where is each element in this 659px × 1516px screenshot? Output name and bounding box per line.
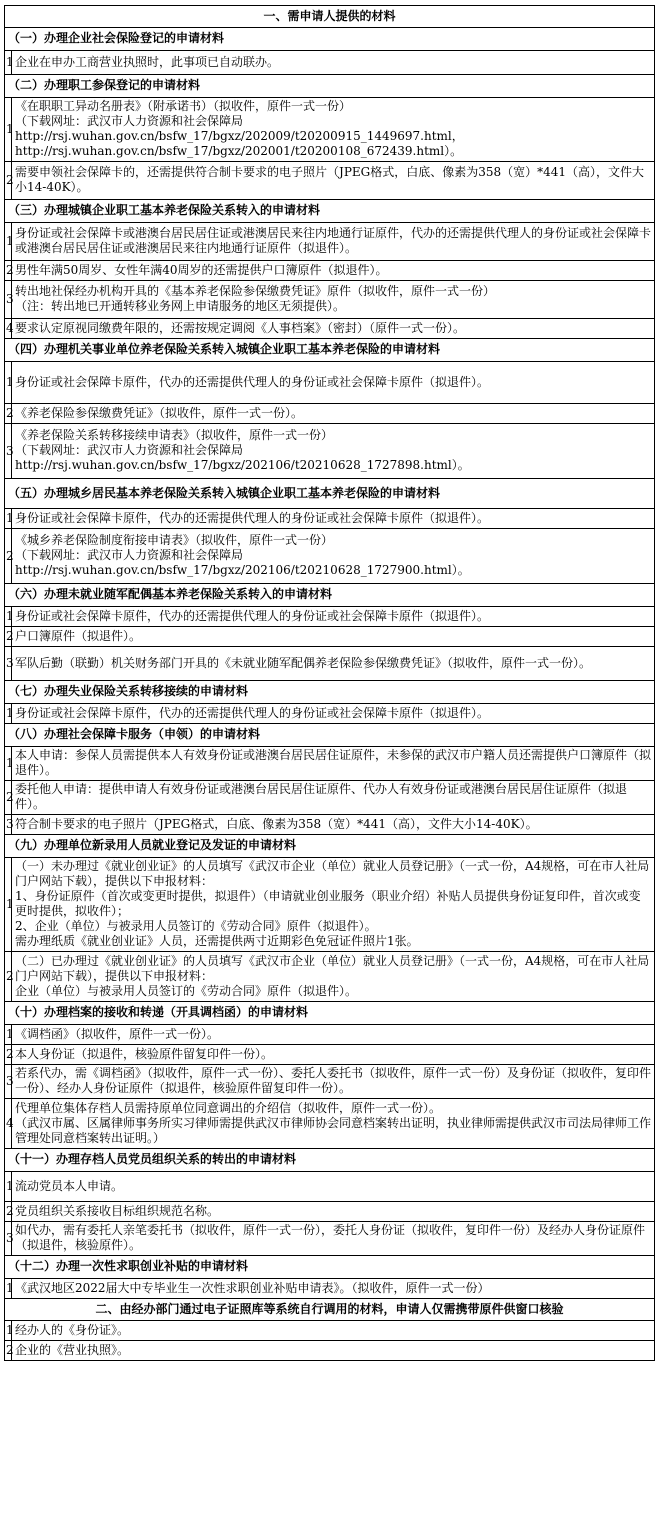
table-row xyxy=(5,747,655,781)
item-number: 1 xyxy=(5,1279,12,1299)
item-number: 1 xyxy=(5,98,12,162)
item-number: 3 xyxy=(5,815,12,835)
item-line: 企业在申办工商营业执照时，此事项已自动联办。 xyxy=(15,54,280,69)
item-number: 1 xyxy=(5,704,12,724)
item-content xyxy=(12,509,655,529)
item-line: 《在职职工异动名册表》（附承诺书）（拟收件，原件一式一份） xyxy=(15,99,352,113)
table-row xyxy=(5,223,655,261)
item-content xyxy=(12,1045,655,1065)
item-content xyxy=(12,281,655,319)
section-title-row xyxy=(5,681,655,704)
item-line: 1、身份证原件（首次或变更时提供，拟退件）（申请就业创业服务（职业介绍）补贴人员提供身份证复印件，首次或变更时提供，拟收件）； xyxy=(15,889,641,918)
item-number: 3 xyxy=(5,1222,12,1256)
item-line: http://rsj.wuhan.gov.cn/bsfw_17/bgxz/202001/t20200108_672439.html）。 xyxy=(15,144,463,158)
item-number: 2 xyxy=(5,1341,12,1361)
table-row xyxy=(5,952,655,1002)
section-title-row xyxy=(5,584,655,607)
section-title-row xyxy=(5,1002,655,1025)
item-content xyxy=(12,529,655,584)
table-row xyxy=(5,424,655,479)
item-content xyxy=(12,362,655,404)
item-line: 需要申领社会保障卡的，还需提供符合制卡要求的电子照片（JPEG格式，白底、像素为358（宽）*441（高），文件大小14-40K）。 xyxy=(15,165,645,194)
item-line: 本人身份证（拟退件，核验原件留复印件一份）。 xyxy=(15,1046,274,1061)
table-row xyxy=(5,781,655,815)
item-number: 1 xyxy=(5,747,12,781)
item-number: 2 xyxy=(5,1045,12,1065)
item-number: 3 xyxy=(5,647,12,681)
item-number: 1 xyxy=(5,1025,12,1045)
section-title: （四）办理机关事业单位养老保险关系转入城镇企业职工基本养老保险的申请材料 xyxy=(5,339,655,362)
item-line: （下载网址：武汉市人力资源和社会保障局 xyxy=(15,443,244,457)
item-line: 委托他人申请：提供申请人有效身份证或港澳台居民居住证原件、代办人有效身份证或港澳台居民居住证原件（拟退件）。 xyxy=(15,782,628,811)
part-one-title: 一、需申请人提供的材料 xyxy=(5,6,655,28)
item-content xyxy=(12,162,655,200)
section-title-row xyxy=(5,835,655,858)
section-title-row xyxy=(5,339,655,362)
item-line: http://rsj.wuhan.gov.cn/bsfw_17/bgxz/202106/t20210628_1727898.html）。 xyxy=(15,458,470,472)
table-row xyxy=(5,1172,655,1202)
table-row xyxy=(5,404,655,424)
section-title: （二）办理职工参保登记的申请材料 xyxy=(5,75,655,98)
section-title: （九）办理单位新录用人员就业登记及发证的申请材料 xyxy=(5,835,655,858)
table-row xyxy=(5,1321,655,1341)
item-line: 流动党员本人申请。 xyxy=(15,1178,124,1193)
item-content xyxy=(12,1341,655,1361)
table-row xyxy=(5,261,655,281)
table-row xyxy=(5,607,655,627)
item-line: 身份证或社会保障卡原件，代办的还需提供代理人的身份证或社会保障卡原件（拟退件）。 xyxy=(15,705,490,720)
item-line: 2、企业（单位）与被录用人员签订的《劳动合同》原件（拟退件）。 xyxy=(15,919,377,933)
item-content xyxy=(12,1222,655,1256)
section-title: （一）办理企业社会保险登记的申请材料 xyxy=(5,28,655,51)
item-content xyxy=(12,781,655,815)
item-line: 本人申请：参保人员需提供本人有效身份证或港澳台居民居住证原件，未参保的武汉市户籍人员还需提供户口簿原件（拟退件）。 xyxy=(15,748,652,777)
table-row xyxy=(5,1099,655,1149)
item-number: 1 xyxy=(5,509,12,529)
table-row xyxy=(5,627,655,647)
section-title: （十一）办理存档人员党员组织关系的转出的申请材料 xyxy=(5,1149,655,1172)
item-content xyxy=(12,1065,655,1099)
item-content xyxy=(12,98,655,162)
item-content xyxy=(12,404,655,424)
item-line: （一）未办理过《就业创业证》的人员填写《武汉市企业（单位）就业人员登记册》（一式一份，A4规格，可在市人社局门户网站下载），提供以下申报材料： xyxy=(15,859,650,888)
item-number: 2 xyxy=(5,781,12,815)
item-number: 4 xyxy=(5,1099,12,1149)
table-row xyxy=(5,529,655,584)
table-row xyxy=(5,51,655,75)
table-row xyxy=(5,815,655,835)
item-content xyxy=(12,647,655,681)
part-two-title-row xyxy=(5,1299,655,1321)
table-row xyxy=(5,1279,655,1299)
table-row xyxy=(5,509,655,529)
section-title-row xyxy=(5,28,655,51)
item-line: 需办理纸质《就业创业证》人员，还需提供两寸近期彩色免冠证件照片1张。 xyxy=(15,934,419,948)
item-content xyxy=(12,952,655,1002)
section-title: （三）办理城镇企业职工基本养老保险关系转入的申请材料 xyxy=(5,200,655,223)
item-number: 1 xyxy=(5,607,12,627)
materials-table xyxy=(4,5,655,1361)
item-number: 3 xyxy=(5,1065,12,1099)
item-content xyxy=(12,1202,655,1222)
table-row xyxy=(5,704,655,724)
item-line: 身份证或社会保障卡原件，代办的还需提供代理人的身份证或社会保障卡原件（拟退件）。 xyxy=(15,374,490,389)
table-row xyxy=(5,162,655,200)
item-number: 4 xyxy=(5,319,12,339)
item-content xyxy=(12,223,655,261)
materials-table-body xyxy=(5,6,655,1361)
item-number: 1 xyxy=(5,1172,12,1202)
section-title-row xyxy=(5,724,655,747)
item-content xyxy=(12,1279,655,1299)
section-title: （八）办理社会保障卡服务（申领）的申请材料 xyxy=(5,724,655,747)
section-title-row xyxy=(5,479,655,509)
item-number: 1 xyxy=(5,858,12,952)
item-number: 3 xyxy=(5,281,12,319)
item-content xyxy=(12,51,655,75)
item-number: 2 xyxy=(5,162,12,200)
item-line: （二）已办理过《就业创业证》的人员填写《武汉市企业（单位）就业人员登记册》（一式一份，A4规格，可在市人社局门户网站下载），提供以下申报材料： xyxy=(15,953,650,983)
item-number: 2 xyxy=(5,529,12,584)
item-content xyxy=(12,319,655,339)
table-row xyxy=(5,1065,655,1099)
item-line: 企业的《营业执照》。 xyxy=(15,1342,130,1357)
item-content xyxy=(12,1099,655,1149)
item-line: （武汉市属、区属律师事务所实习律师需提供武汉市律师协会同意档案转出证明，执业律师需提供武汉市司法局律师工作管理处同意档案转出证明。） xyxy=(15,1115,652,1145)
item-line: 身份证或社会保障卡原件，代办的还需提供代理人的身份证或社会保障卡原件（拟退件）。 xyxy=(15,608,490,623)
section-title-row xyxy=(5,75,655,98)
table-row xyxy=(5,1202,655,1222)
section-title-row xyxy=(5,200,655,223)
item-line: （下载网址：武汉市人力资源和社会保障局 xyxy=(15,114,244,128)
item-line: 经办人的《身份证》。 xyxy=(15,1322,130,1337)
section-title: （七）办理失业保险关系转移接续的申请材料 xyxy=(5,681,655,704)
item-content xyxy=(12,607,655,627)
item-content xyxy=(12,424,655,479)
item-line: 身份证或社会保障卡原件，代办的还需提供代理人的身份证或社会保障卡原件（拟退件）。 xyxy=(15,510,490,525)
section-title: （六）办理未就业随军配偶基本养老保险关系转入的申请材料 xyxy=(5,584,655,607)
item-content xyxy=(12,815,655,835)
item-line: 户口簿原件（拟退件）。 xyxy=(15,628,142,643)
item-content xyxy=(12,747,655,781)
table-row xyxy=(5,362,655,404)
table-row xyxy=(5,98,655,162)
item-number: 1 xyxy=(5,1321,12,1341)
item-line: （下载网址：武汉市人力资源和社会保障局 xyxy=(15,548,244,562)
item-number: 1 xyxy=(5,223,12,261)
table-row xyxy=(5,858,655,952)
table-row xyxy=(5,319,655,339)
section-title-row xyxy=(5,1256,655,1279)
item-number: 1 xyxy=(5,362,12,404)
part-two-title: 二、由经办部门通过电子证照库等系统自行调用的材料，申请人仅需携带原件供窗口核验 xyxy=(5,1299,655,1321)
part-one-title-row xyxy=(5,6,655,28)
table-row xyxy=(5,281,655,319)
item-line: 《武汉地区2022届大中专毕业生一次性求职创业补贴申请表》。（拟收件，原件一式一份） xyxy=(15,1280,490,1295)
item-line: http://rsj.wuhan.gov.cn/bsfw_17/bgxz/202009/t20200915_1449697.html， xyxy=(15,129,464,143)
section-title: （十）办理档案的接收和转递（开具调档函）的申请材料 xyxy=(5,1002,655,1025)
item-number: 1 xyxy=(5,51,12,75)
item-line: 如代办，需有委托人亲笔委托书（拟收件，原件一式一份），委托人身份证（拟收件，复印件一份）及经办人身份证原件（拟退件，核验原件）。 xyxy=(15,1223,646,1252)
item-line: 党员组织关系接收目标组织规范名称。 xyxy=(15,1203,220,1218)
item-number: 3 xyxy=(5,424,12,479)
item-number: 2 xyxy=(5,1202,12,1222)
item-line: 符合制卡要求的电子照片（JPEG格式，白底、像素为358（宽）*441（高），文件大小14-40K）。 xyxy=(15,816,538,831)
table-row xyxy=(5,1341,655,1361)
item-line: 代理单位集体存档人员需持原单位同意调出的介绍信（拟收件，原件一式一份）。 xyxy=(15,1100,442,1115)
item-line: 男性年满50周岁、女性年满40周岁的还需提供户口簿原件（拟退件）。 xyxy=(15,262,388,277)
item-content xyxy=(12,627,655,647)
item-line: 要求认定原视同缴费年限的，还需按规定调阅《人事档案》（密封）（原件一式一份）。 xyxy=(15,320,466,335)
item-line: http://rsj.wuhan.gov.cn/bsfw_17/bgxz/202106/t20210628_1727900.html）。 xyxy=(15,563,470,577)
item-content xyxy=(12,704,655,724)
item-content xyxy=(12,858,655,952)
table-row xyxy=(5,1025,655,1045)
item-number: 2 xyxy=(5,404,12,424)
item-line: 《养老保险关系转移接续申请表》（拟收件，原件一式一份） xyxy=(15,428,334,442)
item-line: 身份证或社会保障卡或港澳台居民居住证或港澳居民来往内地通行证原件，代办的还需提供代理人的身份证或社会保障卡或港澳台居民居住证或港澳居民来往内地通行证原件（拟退件）。 xyxy=(15,226,652,255)
item-number: 2 xyxy=(5,627,12,647)
item-number: 2 xyxy=(5,952,12,1002)
item-line: 企业（单位）与被录用人员签订的《劳动合同》原件（拟退件）。 xyxy=(15,983,358,998)
table-row xyxy=(5,1222,655,1256)
item-line: 《城乡养老保险制度衔接申请表》（拟收件，原件一式一份） xyxy=(15,533,334,547)
item-content xyxy=(12,1321,655,1341)
item-content xyxy=(12,1025,655,1045)
item-number: 2 xyxy=(5,261,12,281)
section-title: （十二）办理一次性求职创业补贴的申请材料 xyxy=(5,1256,655,1279)
item-line: 若系代办，需《调档函》（拟收件，原件一式一份）、委托人委托书（拟收件，原件一式一份）及身份证（拟收件，复印件一份）、经办人身份证原件（拟退件，核验原件留复印件一份）。 xyxy=(15,1066,652,1095)
item-line: 《调档函》（拟收件，原件一式一份）。 xyxy=(15,1026,220,1041)
item-line: 《养老保险参保缴费凭证》（拟收件，原件一式一份）。 xyxy=(15,405,304,420)
item-content xyxy=(12,261,655,281)
table-row xyxy=(5,1045,655,1065)
item-line: 军队后勤（联勤）机关财务部门开具的《未就业随军配偶养老保险参保缴费凭证》（拟收件，原件一式一份）。 xyxy=(15,655,592,670)
item-line: （注：转出地已开通转移业务网上申请服务的地区无须提供）。 xyxy=(15,299,346,313)
item-content xyxy=(12,1172,655,1202)
section-title-row xyxy=(5,1149,655,1172)
item-line: 转出地社保经办机构开具的《基本养老保险参保缴费凭证》原件（拟收件，原件一式一份） xyxy=(15,284,496,298)
table-row xyxy=(5,647,655,681)
section-title: （五）办理城乡居民基本养老保险关系转入城镇企业职工基本养老保险的申请材料 xyxy=(5,479,655,509)
